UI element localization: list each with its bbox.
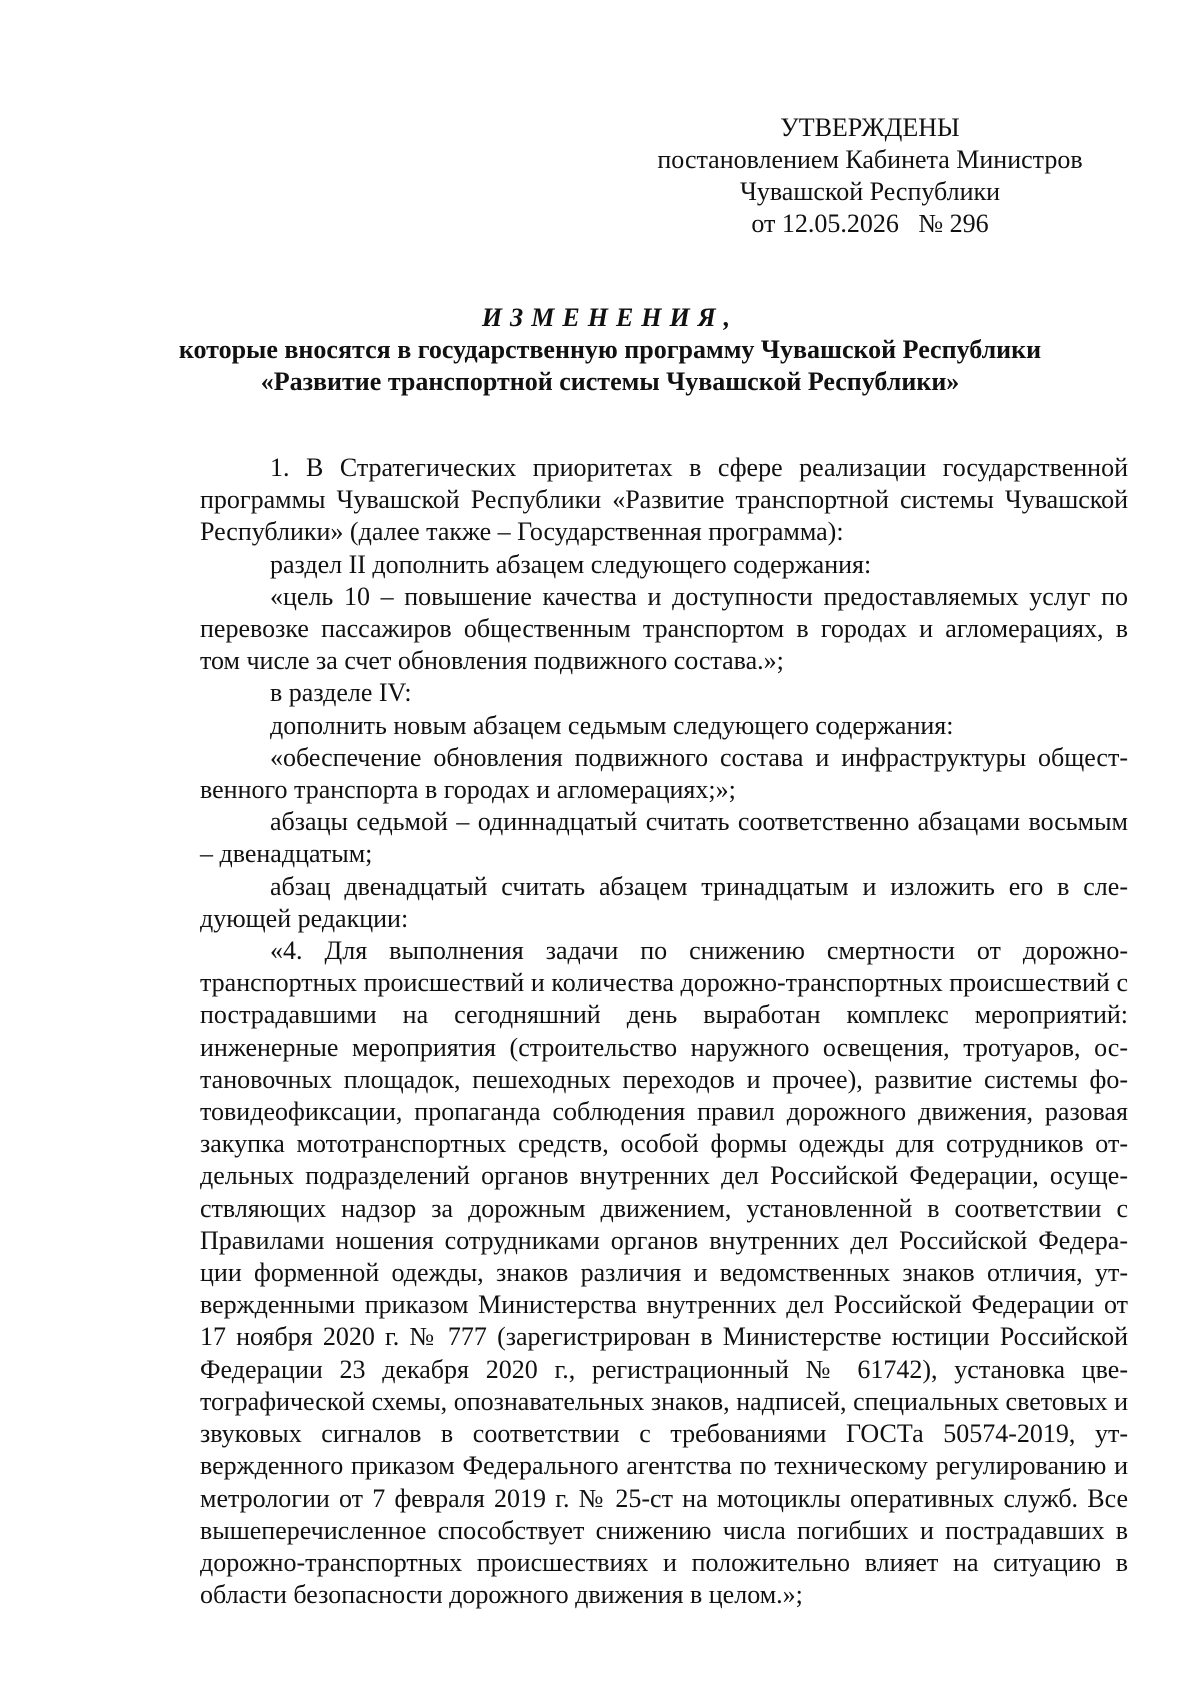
paragraph: раздел II дополнить абзацем следующего содержания: <box>270 549 872 579</box>
paragraph: в разделе IV: <box>270 678 412 708</box>
approval-resolution-line: постановлением Кабинета Министров <box>657 145 1083 174</box>
document-body <box>200 452 1128 1611</box>
paragraph: абзац двенадцатый считать абзацем тринадцатым и изложить его в следующей редакции: <box>200 871 1128 933</box>
title-heading: ИЗМЕНЕНИЯ, <box>481 303 739 332</box>
document-title <box>150 302 1070 398</box>
approval-date-number: от 12.05.2026 № 296 <box>751 209 989 238</box>
approval-republic-line: Чувашской Республики <box>739 177 1001 206</box>
paragraph: «обеспечение обновления подвижного состава и инфраструктуры общественного транспорта в городах и агломерациях;»; <box>200 742 1128 805</box>
paragraph: дополнить новым абзацем седьмым следующего содержания: <box>270 710 954 740</box>
approval-heading: УТВЕРЖДЕНЫ <box>780 113 960 142</box>
title-subtitle-line-1: которые вносятся в государственную программу Чувашской Республики <box>178 335 1042 364</box>
title-subtitle-line-2: «Развитие транспортной системы Чувашской Республики» <box>260 367 960 396</box>
paragraph: «4. Для выполнения задачи по снижению смертности от дорожно-транспортных происшествий и количества дорожно-транспортных происшествий с пострадавшими на сегодняшний день выработан комплекс мероприятий: инженерные мероприятия (строительство наружного освещения, тротуаров, остановочных площадок, пешеходных переходов и прочее), развитие системы фотовидеофиксации, пропаганда соблюдения правил дорожного движения, разовая закупка мототранспортных средств, особой формы одежды для сотрудников отдельных подразделений органов внутренних дел Российской Федерации, осуществляющих надзор за дорожным движением, установленной в соответствии с Правилами ношения сотрудниками органов внутренних дел Российской Федерации форменной одежды, знаков различия и ведомственных знаков отличия, утвержденными приказом Министерства внутренних дел Российской Федерации от 17 ноября 2020 г. № 777 (зарегистрирован в Министерстве юстиции Российской Федерации 23 декабря 2020 г., регистрационный № 61742), установка цветографической схемы, опознавательных знаков, надписей, специальных световых и звуковых сигналов в соответствии с требованиями ГОСТа 50574-2019, утвержденного приказом Федерального агентства по техническому регулированию и метрологии от 7 февраля 2019 г. № 25-ст на мотоциклы оперативных служб. Все вышеперечисленное способствует снижению числа погибших и пострадавших в дорожно-транспортных происшествиях и положительно влияет на ситуацию в области безопасности дорожного движения в целом.»; <box>200 936 1128 1610</box>
approval-stamp <box>640 112 1100 240</box>
paragraph: 1. В Стратегических приоритетах в сфере реализации государственной программы Чувашской Республики «Развитие транспортной системы Чувашской Республики» (далее также – Государственная программа): <box>200 453 1128 547</box>
paragraph: абзацы седьмой – одиннадцатый считать соответственно абзацами восьмым – двенадцатым; <box>200 807 1128 869</box>
paragraph: «цель 10 – повышение качества и доступности предоставляемых услуг по перевозке пассажиров общественным транспортом в городах и агломерациях, в том числе за счет обновления подвижного состава.»; <box>200 581 1128 676</box>
